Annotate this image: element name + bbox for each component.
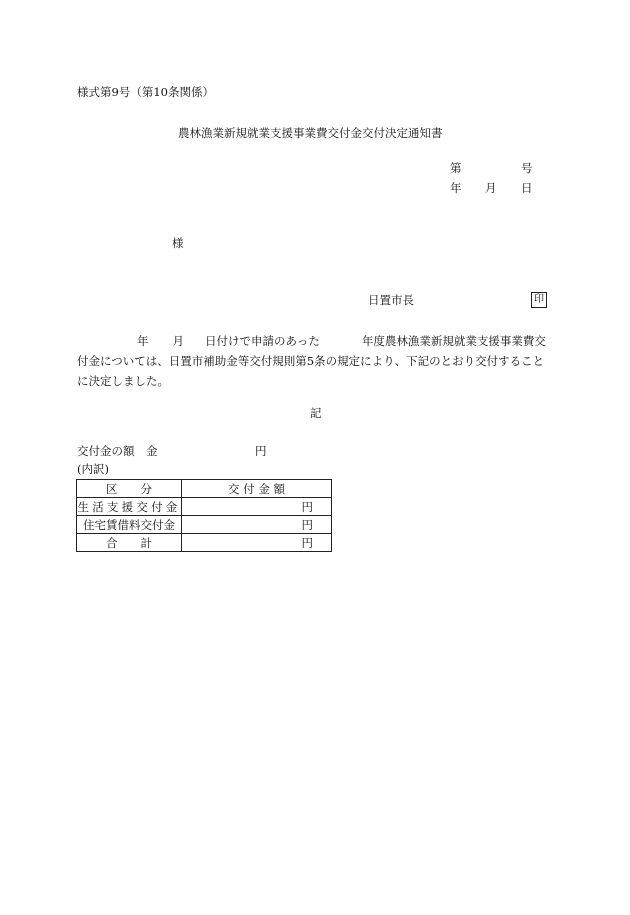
row-amount-unit: 円: [182, 534, 332, 552]
doc-number-suffix: 号: [521, 161, 533, 175]
body-year: 年: [137, 334, 149, 348]
body-line1-rest: 日付けで申請のあった: [205, 334, 320, 348]
row-category-total: 合 計: [77, 534, 182, 552]
body-line3: に決定しました。: [77, 374, 169, 388]
table-row: [77, 498, 332, 516]
row-amount-unit: 円: [182, 498, 332, 516]
body-paragraph: [77, 331, 555, 391]
header-category: 区 分: [77, 480, 182, 498]
amount-label: 交付金の額 金: [77, 444, 158, 458]
amount-unit: 円: [255, 444, 267, 458]
document-title: 農林漁業新規就業支援事業費交付金交付決定通知書: [178, 126, 443, 140]
body-month: 月: [172, 334, 184, 348]
table-row: [77, 534, 332, 552]
breakdown-label: (内訳): [77, 462, 109, 476]
date-day: 日: [521, 181, 533, 195]
body-line1-tail: 年度農林漁業新規就業支援事業費交: [361, 334, 546, 348]
issuer-name: 日置市長: [368, 293, 414, 307]
breakdown-table: [76, 479, 332, 552]
row-category: 生活支援交付金: [77, 499, 181, 514]
table-row: [77, 516, 332, 534]
row-category: 住宅賃借料交付金: [77, 516, 182, 534]
body-line2: 付金については、日置市補助金等交付規則第5条の規定により、下記のとおり交付すること: [77, 354, 545, 368]
ki-heading: 記: [310, 406, 322, 420]
form-number: 様式第9号（第10条関係）: [77, 85, 214, 99]
doc-number-prefix: 第: [450, 161, 462, 175]
addressee-suffix: 様: [172, 236, 184, 250]
date-year: 年: [450, 181, 462, 195]
header-amount: 交 付 金 額: [182, 480, 332, 498]
table-header-row: [77, 480, 332, 498]
row-amount-unit: 円: [182, 516, 332, 534]
date-month: 月: [485, 181, 497, 195]
seal-mark: 印: [531, 292, 547, 308]
